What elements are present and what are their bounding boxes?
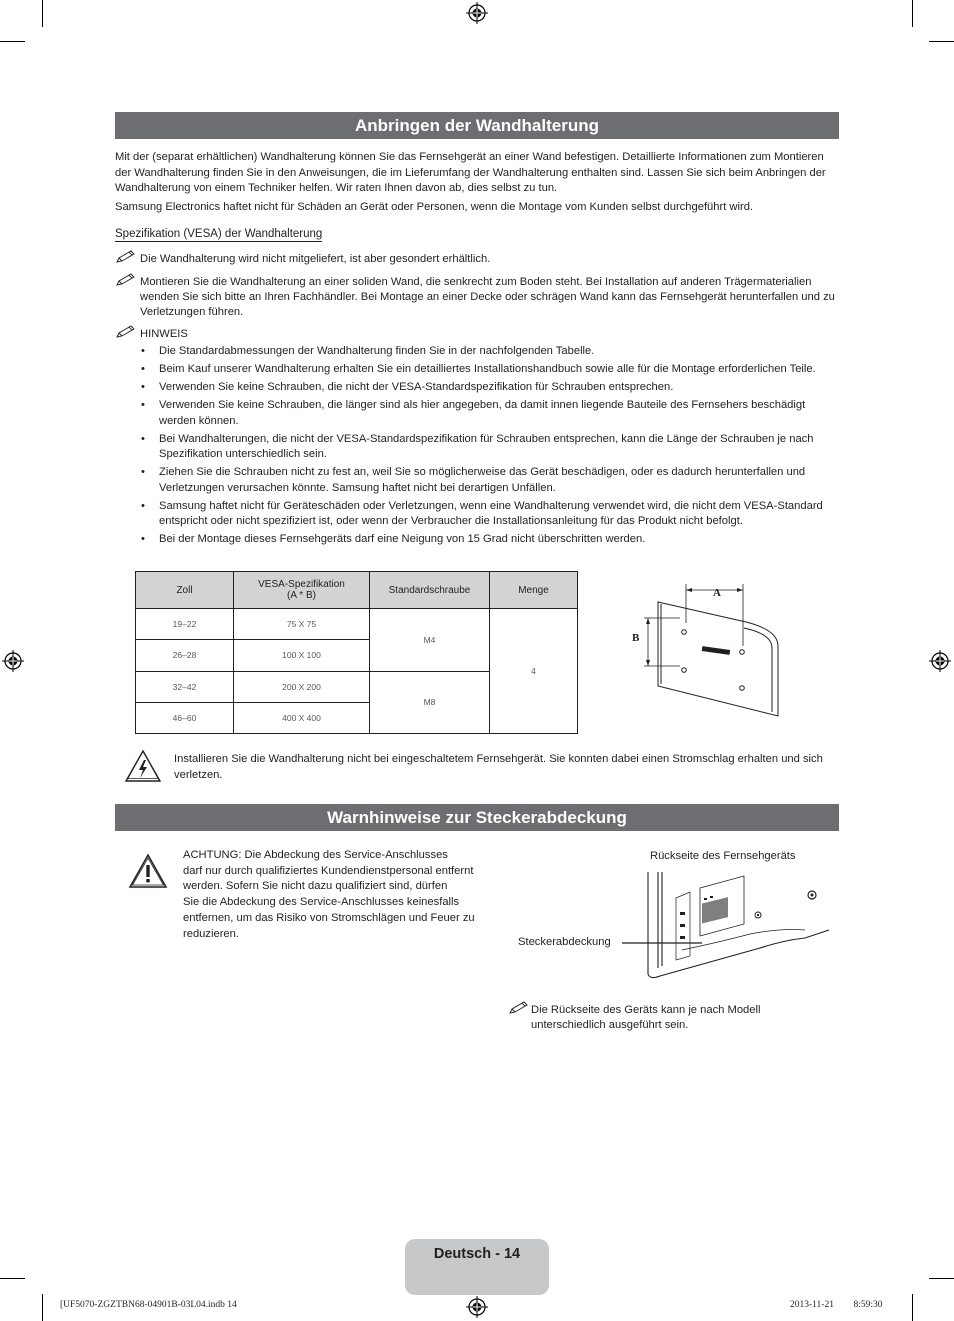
crop-mark [912, 1294, 913, 1321]
pencil-note-icon [508, 1001, 530, 1015]
column-header-vesa [234, 572, 370, 609]
plug-cover-label: Steckerabdeckung [518, 936, 611, 948]
note-item [115, 275, 839, 319]
cell-quantity: 4 [490, 609, 578, 734]
cell-screw: M4 [370, 609, 490, 672]
note-text: Die Rückseite des Geräts kann je nach Modell unterschiedlich ausgeführt sein. [531, 1004, 761, 1031]
hinweis-list [138, 344, 842, 550]
crop-mark [929, 41, 954, 42]
disclaimer-paragraph: Samsung Electronics haftet nicht für Schäden an Gerät oder Personen, wenn die Montage vom Kunden selbst durchgeführt wird. [115, 201, 754, 213]
pencil-note-icon [115, 250, 137, 264]
column-header-zoll: Zoll [136, 572, 234, 609]
cell-vesa: 200 X 200 [234, 671, 370, 702]
crop-mark [0, 1278, 25, 1279]
achtung-label: ACHTUNG [183, 849, 239, 861]
list-item: • Verwenden Sie keine Schrauben, die länger sind als hier angegeben, da damit innen liegende Bauteile des Fernsehers beschädigt werden können. [138, 398, 842, 429]
section-title-plug-cover: Warnhinweise zur Steckerabdeckung [115, 804, 839, 831]
screw-hole-icon [682, 668, 687, 673]
registration-mark-icon [2, 650, 24, 672]
registration-mark-icon [466, 1296, 488, 1318]
pencil-note-icon [115, 273, 137, 287]
crop-mark [42, 1294, 43, 1321]
achtung-line: darf nur durch qualifiziertes Kundendienstpersonal entfernt [183, 864, 474, 877]
note-item [508, 1003, 828, 1033]
list-item: • Beim Kauf unserer Wandhalterung erhalten Sie ein detailliertes Installationshandbuch sowie alle für die Montage erforderlichen Teile. [138, 362, 842, 378]
electric-shock-warning-icon [124, 748, 162, 784]
note-text: Die Wandhalterung wird nicht mitgeliefert, ist aber gesondert erhältlich. [140, 253, 491, 265]
vesa-header-line2: (A * B) [287, 590, 316, 601]
print-date-info: 2013-11-21 ￿￿ 8:59:30 [790, 1300, 883, 1310]
screw-hole-icon [740, 650, 745, 655]
vesa-diagram [628, 578, 788, 723]
list-item: • Ziehen Sie die Schrauben nicht zu fest an, weil Sie so möglicherweise das Gerät beschädigen, oder es dadurch herunterfallen und Verletzungen verursachen könnte. Samsung haftet nicht bei derartigen Unfällen. [138, 465, 842, 496]
cell-zoll: 26–28 [136, 640, 234, 671]
section-title-wall-mount: Anbringen der Wandhalterung [115, 112, 839, 139]
screw-hole-icon [740, 686, 745, 691]
screw-hole-icon [757, 914, 759, 916]
caution-warning-icon [127, 852, 169, 890]
cell-vesa: 75 X 75 [234, 609, 370, 640]
intro-paragraph: Mit der (separat erhältlichen) Wandhalterung können Sie das Fernsehgerät an einer Wand befestigen. Detaillierte Informationen zum Montieren der Wandhalterung finden Sie in den Anweisungen, die im Lieferumfang der Wandhalterung enthalten sind. Lassen Sie sich beim Anbringen der Wandhalterung von einem Techniker helfen. Wir raten Ihnen davon ab, dies selbst zu tun. [115, 151, 826, 194]
list-item: • Bei Wandhalterungen, die nicht der VESA-Standardspezifikation für Schrauben entsprechen, kann die Länge der Schrauben je nach Spezifikation unterschiedlich sein. [138, 432, 842, 463]
dimension-b-label: B [632, 632, 640, 644]
page-number-label: Deutsch - 14 [433, 1246, 521, 1262]
list-item: • Samsung haftet nicht für Geräteschäden oder Verletzungen, wenn eine Wandhalterung verwendet wird, die nicht dem VESA-Standard entspricht oder nicht spezifiziert ist, oder wenn der Verbraucher die Installationsanleitung für das Produkt nicht befolgt. [138, 499, 842, 530]
list-item: • Verwenden Sie keine Schrauben, die nicht der VESA-Standardspezifikation für Schrauben entsprechen. [138, 380, 842, 396]
crop-mark [929, 1278, 954, 1279]
column-header-screw: Standardschraube [370, 572, 490, 609]
screw-hole-icon [682, 630, 687, 635]
table-header-row [136, 572, 578, 609]
rear-side-label: Rückseite des Fernsehgeräts [650, 850, 796, 862]
screw-hole-icon [811, 894, 814, 897]
warning-shock-text: Installieren Sie die Wandhalterung nicht bei eingeschaltetem Fernsehgerät. Sie konnten dabei einen Stromschlag erhalten und sich verletzen. [174, 753, 823, 781]
achtung-line: Sie die Abdeckung des Service-Anschlusses keinesfalls [183, 896, 460, 909]
print-file-info: [UF5070-ZGZTBN68-04901B-03L04.indb 14 [60, 1300, 237, 1310]
hinweis-label: HINWEIS [140, 328, 188, 340]
pencil-note-icon [115, 325, 137, 339]
crop-mark [42, 0, 43, 27]
vesa-header-line1: VESA-Spezifikation [258, 579, 345, 590]
cell-zoll: 46–60 [136, 702, 234, 733]
hinweis-heading [115, 327, 839, 342]
achtung-line: : Die Abdeckung des Service-Anschlusses [238, 849, 448, 861]
dimension-a-label: A [713, 587, 721, 599]
column-header-quantity: Menge [490, 572, 578, 609]
cell-vesa: 100 X 100 [234, 640, 370, 671]
vesa-table [135, 571, 578, 734]
registration-mark-icon [929, 650, 951, 672]
achtung-text [183, 848, 503, 942]
tv-rear-diagram [620, 868, 835, 986]
cell-screw: M8 [370, 671, 490, 734]
cell-zoll: 32–42 [136, 671, 234, 702]
note-item [115, 252, 839, 267]
achtung-line: werden. Sofern Sie nicht dazu qualifiziert sind, dürfen [183, 880, 448, 893]
registration-mark-icon [466, 2, 488, 24]
crop-mark [912, 0, 913, 27]
cell-vesa: 400 X 400 [234, 702, 370, 733]
vesa-subheading: Spezifikation (VESA) der Wandhalterung [115, 228, 323, 240]
note-text: Montieren Sie die Wandhalterung an einer soliden Wand, die senkrecht zum Boden steht. Bei Installation auf anderen Trägermaterialien wenden Sie sich bitte an Ihren Fachhändler. Bei Montage an einer Decke oder schrägen Wand kann das Fernsehgerät herunterfallen und zu Verletzungen führen. [140, 276, 835, 318]
list-item: • Die Standardabmessungen der Wandhalterung finden Sie in der nachfolgenden Tabelle. [138, 344, 842, 360]
crop-mark [0, 41, 25, 42]
achtung-line: reduzieren. [183, 927, 239, 940]
cell-zoll: 19–22 [136, 609, 234, 640]
tv-back-outline [658, 602, 778, 716]
list-item: • Bei der Montage dieses Fernsehgeräts darf eine Neigung von 15 Grad nicht überschritten werden. [138, 532, 842, 548]
achtung-line: entfernen, um das Risiko von Stromschlägen und Feuer zu [183, 911, 475, 924]
table-row [136, 609, 578, 640]
